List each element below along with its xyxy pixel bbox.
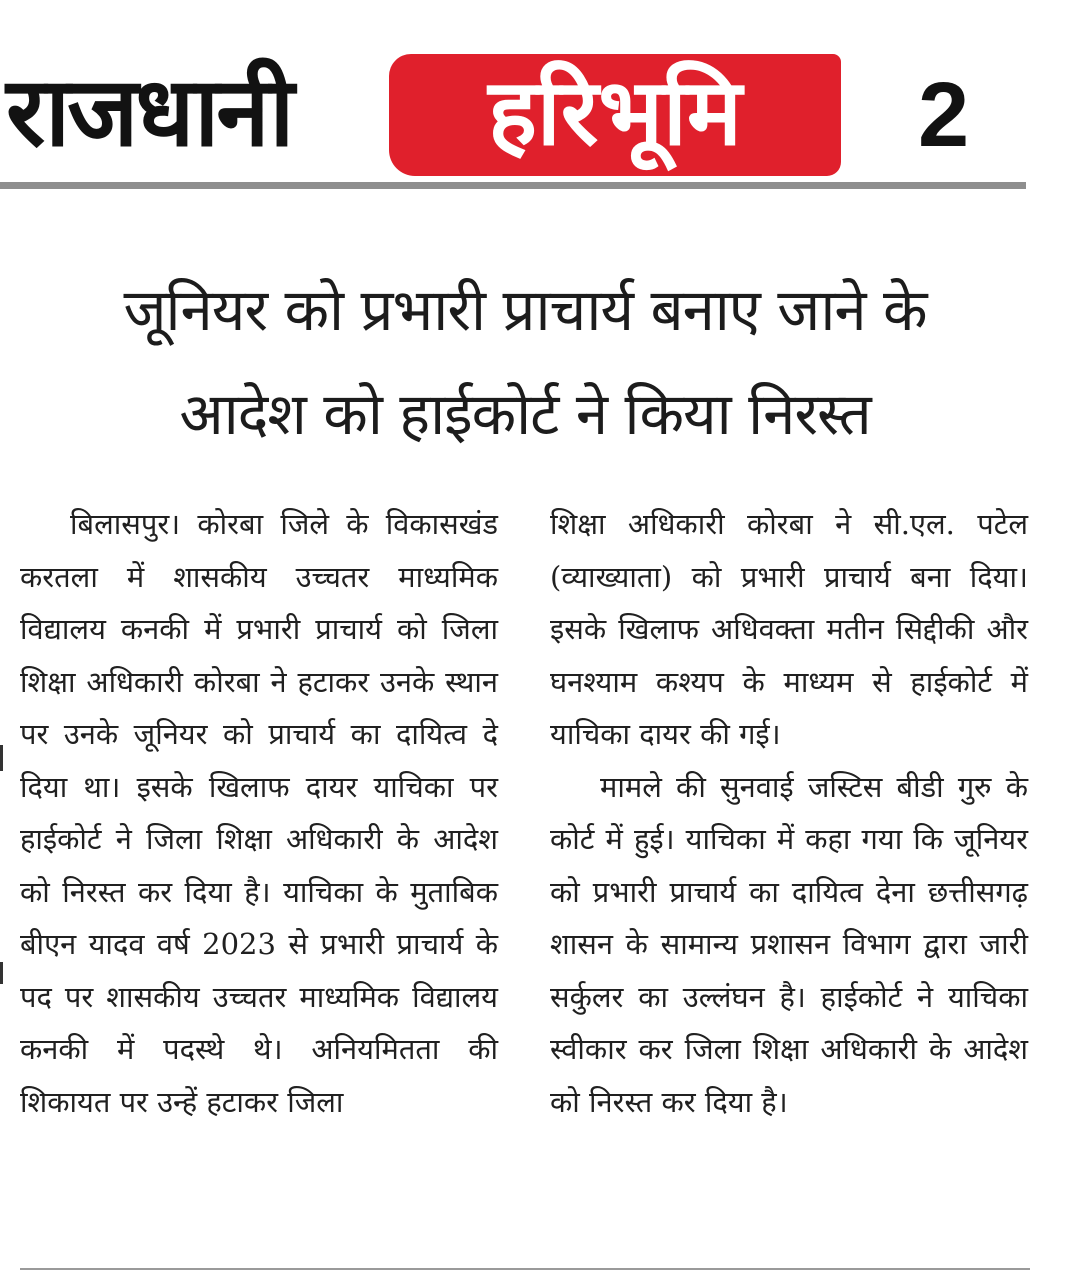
headline-line-2: आदेश को हाईकोर्ट ने किया निरस्त	[179, 380, 871, 448]
column-edge-mark	[0, 962, 3, 984]
newspaper-logo-text: हरिभूमि	[488, 59, 742, 166]
article-column-left	[20, 498, 498, 1128]
newspaper-logo	[389, 54, 841, 176]
article-headline	[0, 258, 1050, 466]
masthead	[0, 0, 1069, 190]
headline-line-1: जूनियर को प्रभारी प्राचार्य बनाए जाने के	[123, 276, 927, 344]
column-edge-mark	[0, 745, 3, 771]
bottom-divider	[20, 1268, 1030, 1270]
article-column-right	[550, 498, 1028, 1128]
article-paragraph: बिलासपुर। कोरबा जिले के विकासखंड करतला में शासकीय उच्चतर माध्यमिक विद्यालय कनकी में प्रभारी प्राचार्य को जिला शिक्षा अधिकारी कोरबा ने हटाकर उनके स्थान पर उनके जूनियर को प्राचार्य का दायित्व दे दिया था। इसके खिलाफ दायर याचिका पर हाईकोर्ट ने जिला शिक्षा अधिकारी के आदेश को निरस्त कर दिया है। याचिका के मुताबिक बीएन यादव वर्ष 2023 से प्रभारी प्राचार्य के पद पर शासकीय उच्चतर माध्यमिक विद्यालय कनकी में पदस्थे थे। अनियमितता की शिकायत पर उन्हें हटाकर जिला	[20, 507, 498, 1119]
article-paragraph: शिक्षा अधिकारी कोरबा ने सी.एल. पटेल (व्याख्याता) को प्रभारी प्राचार्य बना दिया। इसके खिलाफ अधिवक्ता मतीन सिद्दीकी और घनश्याम कश्यप के माध्यम से हाईकोर्ट में याचिका दायर की गई।	[550, 507, 1028, 751]
section-name: राजधानी	[6, 56, 292, 168]
masthead-divider	[0, 182, 1026, 189]
page-number: 2	[918, 64, 970, 166]
article-paragraph: मामले की सुनवाई जस्टिस बीडी गुरु के कोर्ट में हुई। याचिका में कहा गया कि जूनियर को प्रभारी प्राचार्य का दायित्व देना छत्तीसगढ़ शासन के सामान्य प्रशासन विभाग द्वारा जारी सर्कुलर का उल्लंघन है। हाईकोर्ट ने याचिका स्वीकार कर जिला शिक्षा अधिकारी के आदेश को निरस्त कर दिया है।	[550, 769, 1028, 1119]
